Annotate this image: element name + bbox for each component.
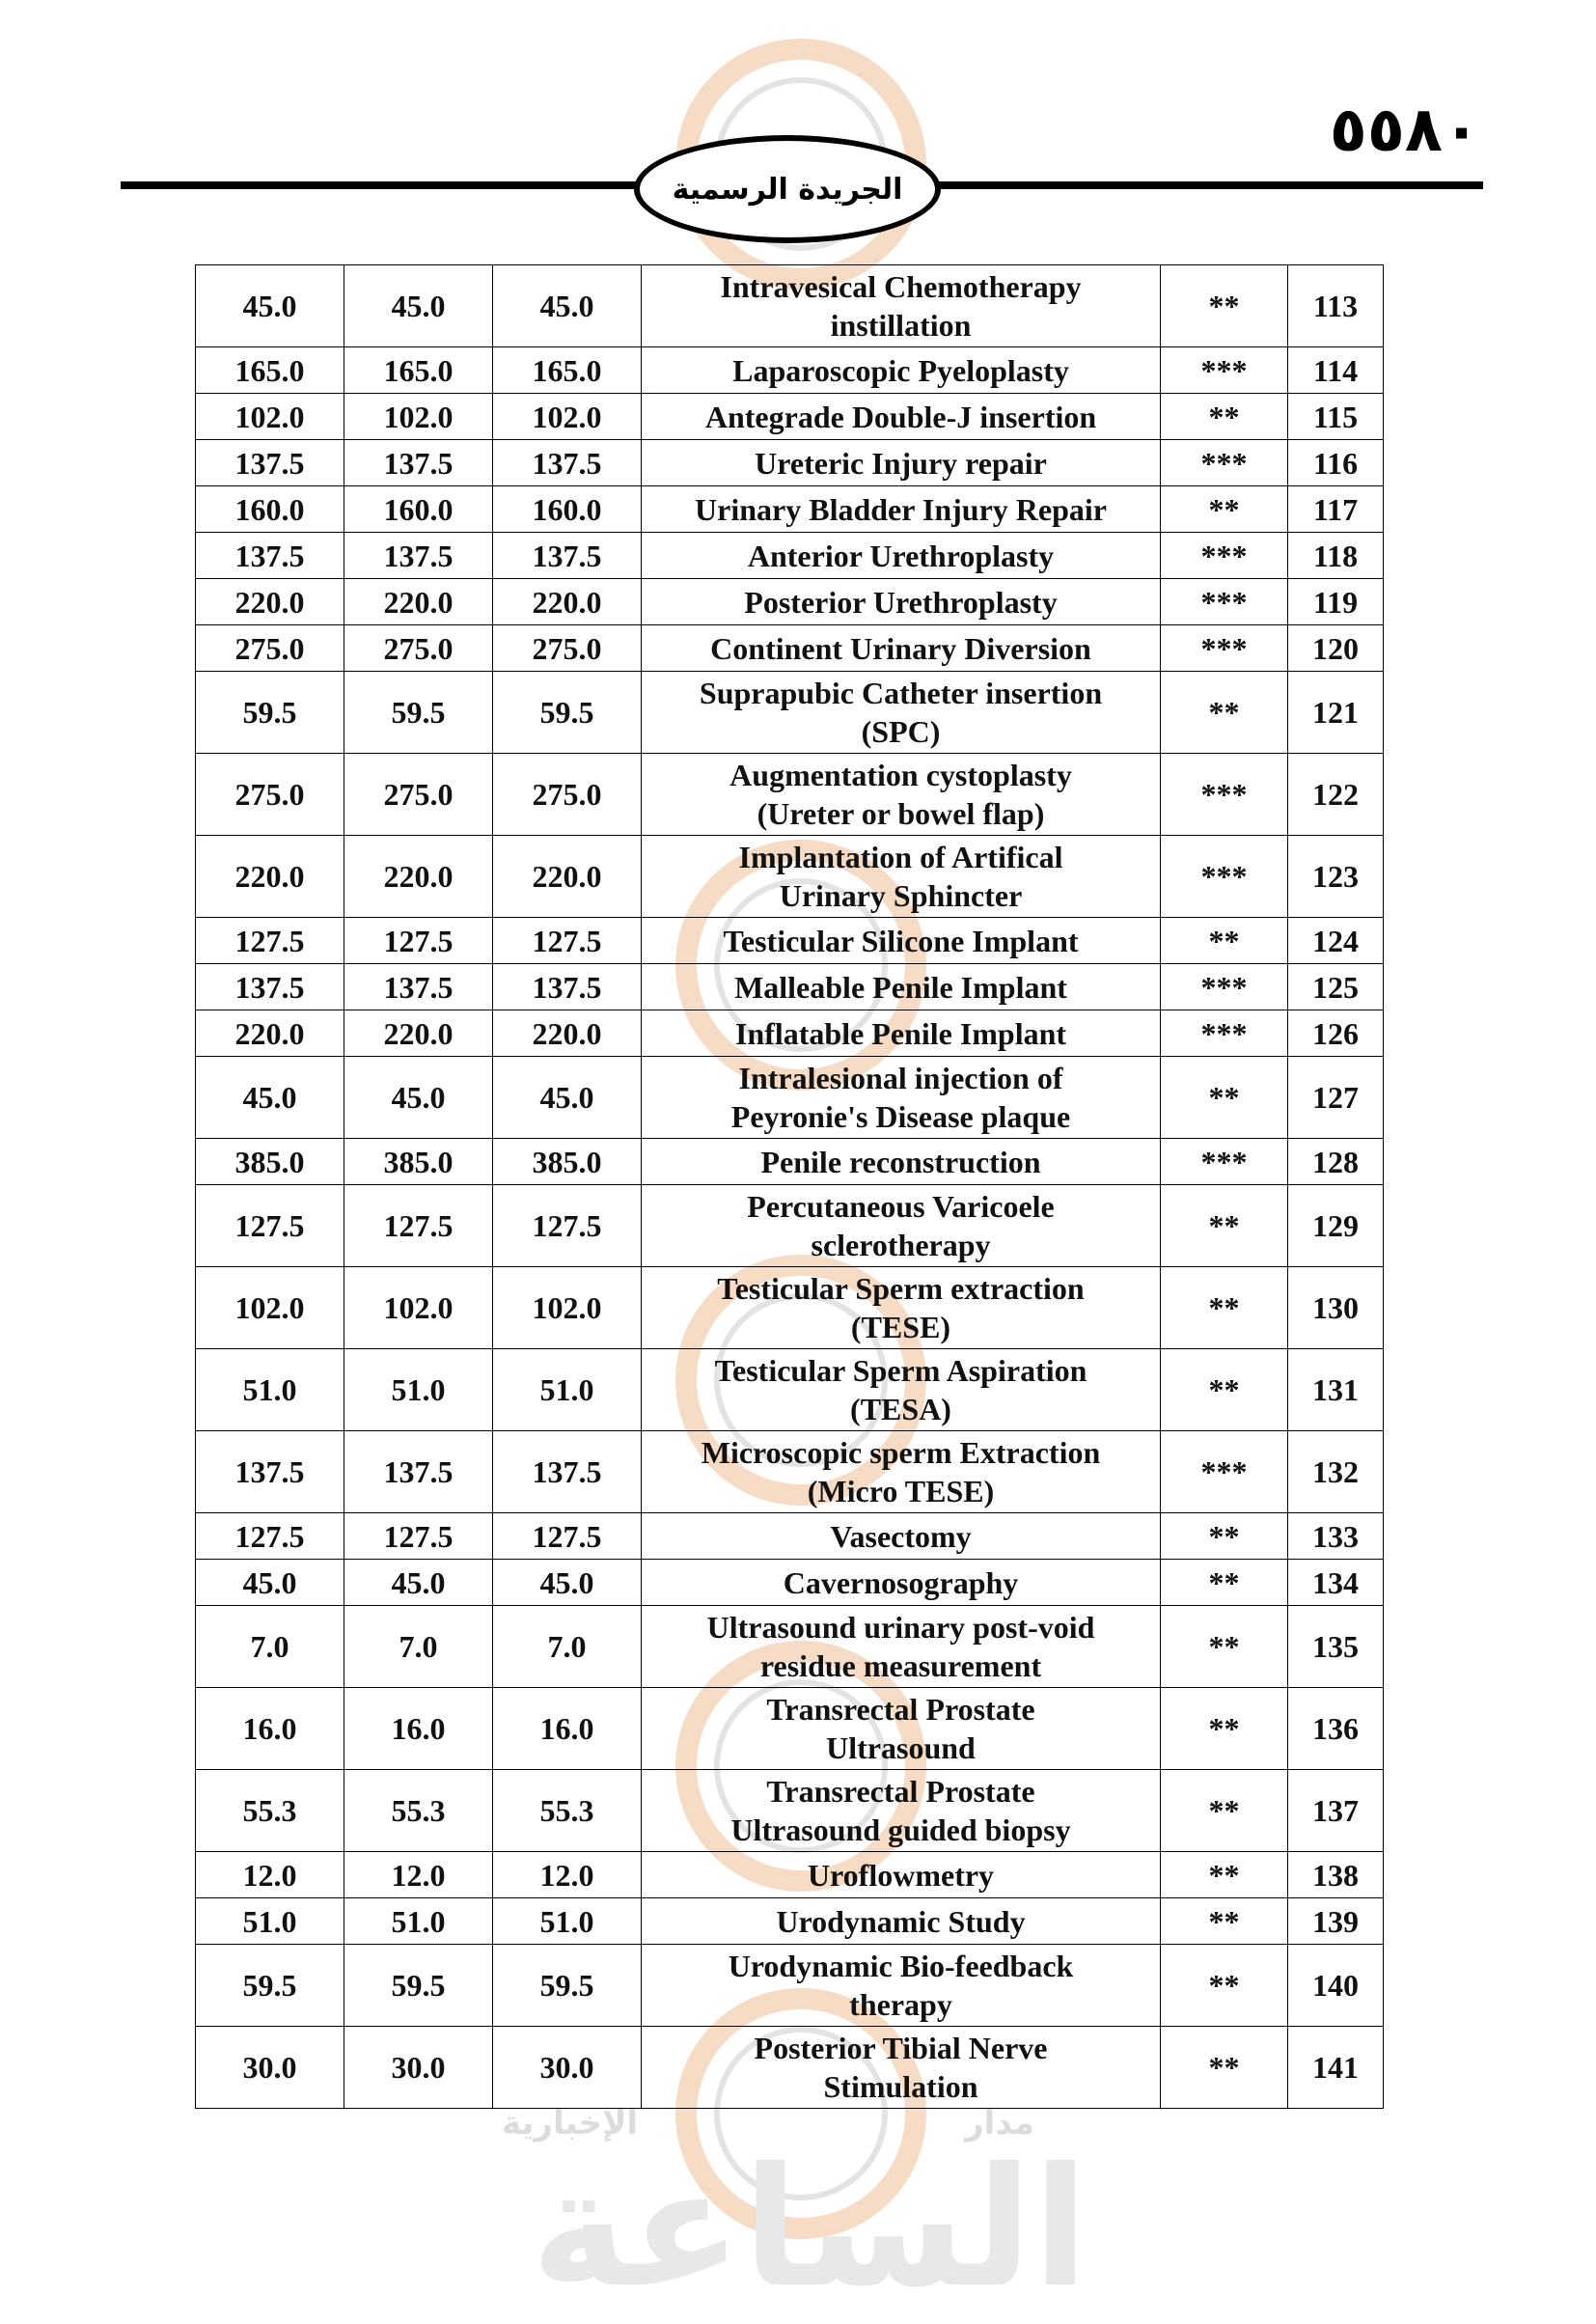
watermark-brand-small: مدار xyxy=(965,2104,1034,2143)
fee-col-2: 102.0 xyxy=(344,1267,493,1349)
complexity-level: ** xyxy=(1161,918,1288,964)
table-row xyxy=(196,1010,1384,1057)
fee-col-3: 160.0 xyxy=(493,486,642,533)
complexity-level: ** xyxy=(1161,265,1288,347)
row-number: 129 xyxy=(1288,1185,1384,1267)
fee-col-1: 275.0 xyxy=(196,754,344,836)
row-number: 140 xyxy=(1288,1945,1384,2027)
procedure-name-line: Uroflowmetry xyxy=(807,1857,995,1893)
watermark-brand-side: الإخبارية xyxy=(502,2104,639,2143)
procedure-name-line: (TESA) xyxy=(850,1392,951,1426)
fee-col-2: 12.0 xyxy=(344,1852,493,1898)
fee-col-2: 7.0 xyxy=(344,1606,493,1688)
procedure-name-line: Intralesional injection of xyxy=(738,1061,1063,1095)
fee-col-3: 137.5 xyxy=(493,964,642,1010)
fee-col-1: 220.0 xyxy=(196,836,344,918)
row-number: 128 xyxy=(1288,1139,1384,1185)
procedure-name-line: Percutaneous Varicoele xyxy=(747,1189,1055,1224)
fee-col-1: 51.0 xyxy=(196,1349,344,1431)
complexity-level: ** xyxy=(1161,486,1288,533)
fee-col-2: 220.0 xyxy=(344,579,493,625)
fee-col-2: 45.0 xyxy=(344,1560,493,1606)
row-number: 132 xyxy=(1288,1431,1384,1513)
complexity-level: ** xyxy=(1161,1560,1288,1606)
complexity-level: *** xyxy=(1161,347,1288,394)
fee-col-2: 55.3 xyxy=(344,1770,493,1852)
procedure-name xyxy=(642,672,1161,754)
row-number: 131 xyxy=(1288,1349,1384,1431)
fee-col-1: 137.5 xyxy=(196,533,344,579)
fee-col-1: 275.0 xyxy=(196,625,344,672)
fee-col-2: 137.5 xyxy=(344,533,493,579)
procedure-name-line: Penile reconstruction xyxy=(760,1144,1041,1179)
page-number: ٥٥٨٠ xyxy=(1329,95,1480,166)
procedure-name xyxy=(642,579,1161,625)
procedure-name-line: Transrectal Prostate xyxy=(766,1774,1035,1809)
procedure-name-line: Urodynamic Study xyxy=(776,1903,1026,1939)
procedure-name-line: Microscopic sperm Extraction xyxy=(701,1435,1101,1470)
table-row xyxy=(196,440,1384,486)
fee-col-3: 59.5 xyxy=(493,672,642,754)
fee-col-3: 16.0 xyxy=(493,1688,642,1770)
procedure-name xyxy=(642,1185,1161,1267)
gazette-title-oval xyxy=(634,135,941,243)
fee-col-1: 12.0 xyxy=(196,1852,344,1898)
table-row xyxy=(196,754,1384,836)
table-row xyxy=(196,964,1384,1010)
procedure-name-line: Cavernosography xyxy=(783,1564,1019,1600)
table-row xyxy=(196,347,1384,394)
procedure-name-line: Urinary Sphincter xyxy=(779,878,1023,913)
fee-col-2: 220.0 xyxy=(344,836,493,918)
fee-col-1: 127.5 xyxy=(196,1185,344,1267)
fee-col-3: 51.0 xyxy=(493,1349,642,1431)
procedure-name-line: Urinary Bladder Injury Repair xyxy=(695,491,1107,527)
procedure-name xyxy=(642,1139,1161,1185)
table-row xyxy=(196,1057,1384,1139)
procedure-name xyxy=(642,1431,1161,1513)
table-row xyxy=(196,836,1384,918)
procedure-name-line: Augmentation cystoplasty xyxy=(729,758,1072,792)
procedure-name-line: Ultrasound xyxy=(826,1730,976,1765)
fee-col-2: 275.0 xyxy=(344,754,493,836)
row-number: 134 xyxy=(1288,1560,1384,1606)
table-row xyxy=(196,1267,1384,1349)
fee-col-3: 51.0 xyxy=(493,1898,642,1945)
fee-col-2: 127.5 xyxy=(344,1513,493,1560)
procedure-name xyxy=(642,533,1161,579)
fee-col-2: 275.0 xyxy=(344,625,493,672)
fee-col-1: 137.5 xyxy=(196,1431,344,1513)
procedure-name xyxy=(642,1770,1161,1852)
fee-col-2: 160.0 xyxy=(344,486,493,533)
complexity-level: *** xyxy=(1161,440,1288,486)
fee-col-3: 137.5 xyxy=(493,440,642,486)
fee-col-2: 16.0 xyxy=(344,1688,493,1770)
fee-col-1: 160.0 xyxy=(196,486,344,533)
procedure-name-line: (Micro TESE) xyxy=(807,1474,995,1508)
table-row xyxy=(196,486,1384,533)
procedure-name-line: Suprapubic Catheter insertion xyxy=(699,676,1103,710)
complexity-level: *** xyxy=(1161,1431,1288,1513)
fee-col-3: 220.0 xyxy=(493,836,642,918)
procedure-name-line: (Ureter or bowel flap) xyxy=(757,796,1045,831)
table-row xyxy=(196,625,1384,672)
fee-col-3: 275.0 xyxy=(493,625,642,672)
procedure-name-line: Inflatable Penile Implant xyxy=(734,1015,1067,1051)
procedure-name xyxy=(642,394,1161,440)
fee-col-2: 45.0 xyxy=(344,265,493,347)
fee-col-2: 137.5 xyxy=(344,1431,493,1513)
procedure-name-line: Transrectal Prostate xyxy=(766,1692,1035,1727)
complexity-level: *** xyxy=(1161,754,1288,836)
procedure-name-line: Vasectomy xyxy=(830,1518,972,1554)
table-row xyxy=(196,1898,1384,1945)
row-number: 117 xyxy=(1288,486,1384,533)
complexity-level: ** xyxy=(1161,1349,1288,1431)
fee-col-3: 385.0 xyxy=(493,1139,642,1185)
procedure-name-line: Ultrasound urinary post-void xyxy=(706,1610,1095,1645)
fee-col-1: 59.5 xyxy=(196,672,344,754)
fee-col-1: 59.5 xyxy=(196,1945,344,2027)
complexity-level: ** xyxy=(1161,394,1288,440)
procedure-fee-table xyxy=(195,264,1384,2109)
fee-col-1: 127.5 xyxy=(196,918,344,964)
fee-col-1: 102.0 xyxy=(196,394,344,440)
fee-col-2: 51.0 xyxy=(344,1349,493,1431)
fee-col-1: 30.0 xyxy=(196,2027,344,2109)
procedure-name xyxy=(642,440,1161,486)
table-row xyxy=(196,1139,1384,1185)
complexity-level: *** xyxy=(1161,533,1288,579)
fee-col-2: 45.0 xyxy=(344,1057,493,1139)
procedure-name-line: Peyronie's Disease plaque xyxy=(730,1099,1071,1134)
fee-col-1: 51.0 xyxy=(196,1898,344,1945)
procedure-name-line: Ultrasound guided biopsy xyxy=(730,1812,1071,1847)
procedure-name-line: Testicular Silicone Implant xyxy=(723,923,1079,958)
table-row xyxy=(196,533,1384,579)
complexity-level: *** xyxy=(1161,836,1288,918)
procedure-name xyxy=(642,1898,1161,1945)
row-number: 113 xyxy=(1288,265,1384,347)
procedure-name-line: Anterior Urethroplasty xyxy=(747,538,1055,573)
table-row xyxy=(196,918,1384,964)
procedure-name xyxy=(642,1606,1161,1688)
fee-col-3: 165.0 xyxy=(493,347,642,394)
row-number: 121 xyxy=(1288,672,1384,754)
procedure-name xyxy=(642,1852,1161,1898)
table-row xyxy=(196,394,1384,440)
fee-col-1: 45.0 xyxy=(196,1560,344,1606)
fee-col-3: 137.5 xyxy=(493,1431,642,1513)
complexity-level: ** xyxy=(1161,1606,1288,1688)
procedure-name-line: Posterior Tibial Nerve xyxy=(754,2031,1048,2065)
table-row xyxy=(196,1349,1384,1431)
procedure-name xyxy=(642,964,1161,1010)
table-row xyxy=(196,1431,1384,1513)
procedure-name xyxy=(642,1349,1161,1431)
fee-col-3: 12.0 xyxy=(493,1852,642,1898)
complexity-level: ** xyxy=(1161,2027,1288,2109)
table-row xyxy=(196,1606,1384,1688)
procedure-name-line: Laparoscopic Pyeloplasty xyxy=(732,352,1069,388)
table-row xyxy=(196,2027,1384,2109)
row-number: 127 xyxy=(1288,1057,1384,1139)
row-number: 125 xyxy=(1288,964,1384,1010)
table-row xyxy=(196,1770,1384,1852)
complexity-level: ** xyxy=(1161,1770,1288,1852)
row-number: 130 xyxy=(1288,1267,1384,1349)
fee-col-3: 127.5 xyxy=(493,918,642,964)
procedure-name-line: sclerotherapy xyxy=(811,1228,991,1262)
table-row xyxy=(196,1852,1384,1898)
fee-col-3: 102.0 xyxy=(493,394,642,440)
row-number: 123 xyxy=(1288,836,1384,918)
row-number: 120 xyxy=(1288,625,1384,672)
procedure-name-line: Urodynamic Bio-feedback xyxy=(728,1949,1074,1983)
fee-col-1: 45.0 xyxy=(196,1057,344,1139)
fee-col-1: 7.0 xyxy=(196,1606,344,1688)
complexity-level: ** xyxy=(1161,1898,1288,1945)
complexity-level: ** xyxy=(1161,1688,1288,1770)
fee-col-3: 30.0 xyxy=(493,2027,642,2109)
row-number: 135 xyxy=(1288,1606,1384,1688)
fee-col-2: 127.5 xyxy=(344,918,493,964)
fee-col-1: 220.0 xyxy=(196,1010,344,1057)
procedure-name xyxy=(642,486,1161,533)
fee-col-1: 137.5 xyxy=(196,964,344,1010)
procedure-name-line: (SPC) xyxy=(861,714,941,749)
procedure-name xyxy=(642,1010,1161,1057)
procedure-name-line: residue measurement xyxy=(759,1648,1042,1683)
row-number: 133 xyxy=(1288,1513,1384,1560)
fee-col-2: 127.5 xyxy=(344,1185,493,1267)
procedure-name-line: Testicular Sperm Aspiration xyxy=(714,1353,1087,1388)
fee-col-1: 16.0 xyxy=(196,1688,344,1770)
fee-col-3: 102.0 xyxy=(493,1267,642,1349)
complexity-level: ** xyxy=(1161,672,1288,754)
procedure-name xyxy=(642,1267,1161,1349)
fee-col-3: 55.3 xyxy=(493,1770,642,1852)
fee-col-2: 220.0 xyxy=(344,1010,493,1057)
row-number: 114 xyxy=(1288,347,1384,394)
fee-col-1: 220.0 xyxy=(196,579,344,625)
row-number: 141 xyxy=(1288,2027,1384,2109)
fee-col-1: 45.0 xyxy=(196,265,344,347)
table-body xyxy=(196,265,1384,2109)
procedure-name-line: (TESE) xyxy=(850,1310,951,1344)
fee-col-1: 102.0 xyxy=(196,1267,344,1349)
row-number: 118 xyxy=(1288,533,1384,579)
fee-col-3: 220.0 xyxy=(493,579,642,625)
procedure-name xyxy=(642,1945,1161,2027)
complexity-level: ** xyxy=(1161,1945,1288,2027)
procedure-name xyxy=(642,1057,1161,1139)
fee-col-2: 59.5 xyxy=(344,1945,493,2027)
fee-col-3: 45.0 xyxy=(493,265,642,347)
procedure-name xyxy=(642,754,1161,836)
fee-col-3: 137.5 xyxy=(493,533,642,579)
procedure-name xyxy=(642,1513,1161,1560)
fee-col-1: 127.5 xyxy=(196,1513,344,1560)
procedure-name xyxy=(642,1688,1161,1770)
row-number: 139 xyxy=(1288,1898,1384,1945)
fee-col-1: 165.0 xyxy=(196,347,344,394)
complexity-level: *** xyxy=(1161,964,1288,1010)
procedure-name xyxy=(642,2027,1161,2109)
procedure-name-line: Testicular Sperm extraction xyxy=(717,1271,1085,1306)
complexity-level: ** xyxy=(1161,1057,1288,1139)
complexity-level: *** xyxy=(1161,625,1288,672)
procedure-name-line: Continent Urinary Diversion xyxy=(710,630,1091,666)
complexity-level: ** xyxy=(1161,1185,1288,1267)
fee-col-3: 45.0 xyxy=(493,1560,642,1606)
table-row xyxy=(196,1688,1384,1770)
procedure-name-line: Implantation of Artifical xyxy=(738,840,1063,874)
fee-col-2: 385.0 xyxy=(344,1139,493,1185)
complexity-level: *** xyxy=(1161,579,1288,625)
fee-col-2: 137.5 xyxy=(344,964,493,1010)
fee-col-3: 127.5 xyxy=(493,1185,642,1267)
fee-col-2: 102.0 xyxy=(344,394,493,440)
row-number: 126 xyxy=(1288,1010,1384,1057)
procedure-name xyxy=(642,347,1161,394)
procedure-name xyxy=(642,1560,1161,1606)
gazette-title: الجريدة الرسمية xyxy=(672,172,903,207)
complexity-level: ** xyxy=(1161,1852,1288,1898)
fee-col-1: 137.5 xyxy=(196,440,344,486)
procedure-name-line: Stimulation xyxy=(823,2069,978,2104)
row-number: 138 xyxy=(1288,1852,1384,1898)
procedure-name xyxy=(642,265,1161,347)
table-row xyxy=(196,1560,1384,1606)
row-number: 124 xyxy=(1288,918,1384,964)
fee-col-3: 127.5 xyxy=(493,1513,642,1560)
row-number: 122 xyxy=(1288,754,1384,836)
fee-col-2: 59.5 xyxy=(344,672,493,754)
procedure-name xyxy=(642,918,1161,964)
procedure-name-line: instillation xyxy=(830,308,972,343)
table-row xyxy=(196,672,1384,754)
procedure-name-line: Ureteric Injury repair xyxy=(755,445,1047,481)
complexity-level: *** xyxy=(1161,1010,1288,1057)
row-number: 115 xyxy=(1288,394,1384,440)
table-row xyxy=(196,579,1384,625)
fee-col-3: 45.0 xyxy=(493,1057,642,1139)
table-row xyxy=(196,1185,1384,1267)
procedure-name-line: Posterior Urethroplasty xyxy=(744,584,1058,620)
procedure-name xyxy=(642,625,1161,672)
fee-col-3: 59.5 xyxy=(493,1945,642,2027)
fee-col-2: 165.0 xyxy=(344,347,493,394)
fee-col-2: 137.5 xyxy=(344,440,493,486)
fee-col-3: 220.0 xyxy=(493,1010,642,1057)
fee-col-1: 55.3 xyxy=(196,1770,344,1852)
procedure-name-line: Antegrade Double-J insertion xyxy=(704,399,1097,434)
row-number: 116 xyxy=(1288,440,1384,486)
fee-col-2: 51.0 xyxy=(344,1898,493,1945)
watermark-brand-large: الساعة xyxy=(531,2133,1089,2324)
fee-col-3: 7.0 xyxy=(493,1606,642,1688)
fee-col-1: 385.0 xyxy=(196,1139,344,1185)
procedure-name-line: Intravesical Chemotherapy xyxy=(720,269,1082,304)
procedure-name-line: Malleable Penile Implant xyxy=(734,969,1067,1005)
row-number: 119 xyxy=(1288,579,1384,625)
complexity-level: *** xyxy=(1161,1139,1288,1185)
procedure-name xyxy=(642,836,1161,918)
row-number: 137 xyxy=(1288,1770,1384,1852)
complexity-level: ** xyxy=(1161,1267,1288,1349)
table-row xyxy=(196,1945,1384,2027)
table-row xyxy=(196,265,1384,347)
fee-col-2: 30.0 xyxy=(344,2027,493,2109)
row-number: 136 xyxy=(1288,1688,1384,1770)
fee-col-3: 275.0 xyxy=(493,754,642,836)
complexity-level: ** xyxy=(1161,1513,1288,1560)
table-row xyxy=(196,1513,1384,1560)
procedure-name-line: therapy xyxy=(849,1987,952,2022)
